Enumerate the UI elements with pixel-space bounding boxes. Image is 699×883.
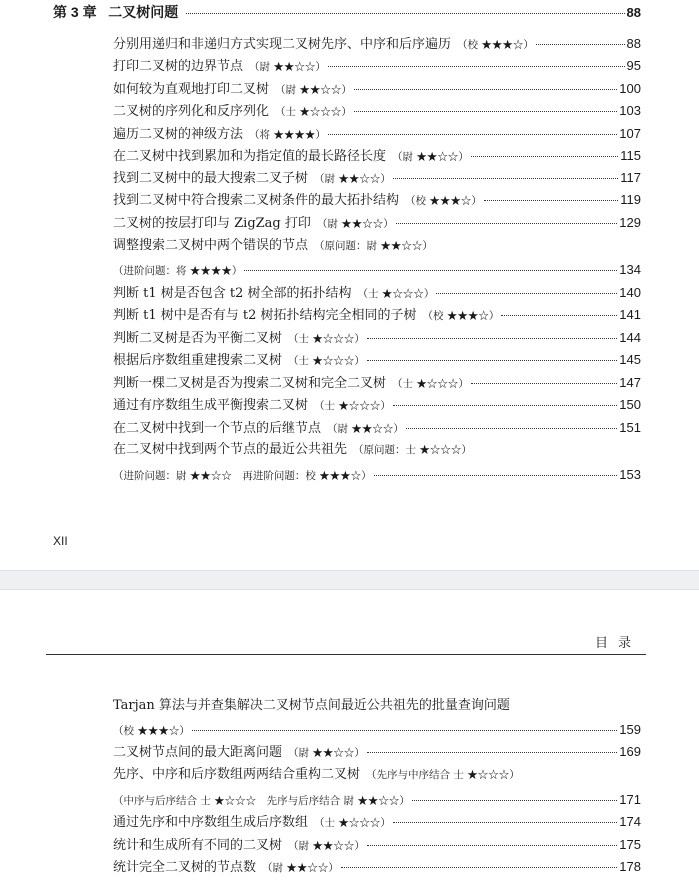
- difficulty-note: （尉 ★★☆☆）: [392, 151, 469, 163]
- dot-leader: [367, 360, 617, 361]
- entry-title: 打印二叉树的边界节点: [113, 59, 244, 74]
- toc-entry[interactable]: [113, 329, 641, 348]
- entry-title: 统计和生成所有不同的二叉树: [113, 838, 283, 853]
- difficulty-note: （原问题：士 ★☆☆☆）: [353, 444, 472, 456]
- page-number: 141: [619, 307, 641, 322]
- dot-leader: [436, 293, 617, 294]
- entry-title: 在二叉树中找到累加和为指定值的最长路径长度: [113, 149, 387, 164]
- difficulty-note: （尉 ★★☆☆）: [314, 173, 391, 185]
- difficulty-note: （原问题：尉 ★★☆☆）: [314, 240, 433, 252]
- page-number: 129: [619, 215, 641, 230]
- toc-entry-first-line[interactable]: [113, 697, 510, 714]
- difficulty-note: （进阶问题：将 ★★★★）: [113, 265, 243, 277]
- entry-title: 在二叉树中找到一个节点的后继节点: [113, 421, 322, 436]
- toc-entry[interactable]: [113, 813, 641, 832]
- entry-title: 判断一棵二叉树是否为搜索二叉树和完全二叉树: [113, 376, 387, 391]
- toc-entry[interactable]: [113, 147, 641, 166]
- entry-title: 分别用递归和非递归方式实现二叉树先序、中序和后序遍历: [113, 37, 452, 52]
- toc-entry[interactable]: [113, 125, 641, 144]
- page-number: 153: [619, 467, 641, 482]
- difficulty-note: （校 ★★★☆）: [422, 310, 500, 322]
- page-number: 159: [619, 722, 641, 737]
- toc-entry[interactable]: [113, 419, 641, 438]
- dot-leader: [328, 134, 617, 135]
- entry-title: 判断 t1 树中是否有与 t2 树拓扑结构完全相同的子树: [113, 308, 417, 323]
- entry-title: Tarjan 算法与并查集解决二叉树节点间最近公共祖先的批量查询问题: [113, 698, 510, 713]
- header-rule: [46, 654, 646, 655]
- difficulty-note: （士 ★☆☆☆）: [288, 333, 365, 345]
- entry-title: 通过有序数组生成平衡搜索二叉树: [113, 398, 309, 413]
- page-number: 119: [620, 192, 641, 207]
- page-number: 178: [619, 859, 641, 874]
- toc-entry-first-line[interactable]: [113, 766, 520, 784]
- toc-entry[interactable]: [113, 743, 641, 762]
- page-number: 117: [620, 170, 641, 185]
- dot-leader: [367, 845, 617, 846]
- toc-entry-continuation[interactable]: [113, 261, 641, 280]
- entry-title: 二叉树的按层打印与 ZigZag 打印: [113, 216, 311, 231]
- page-number: 88: [626, 36, 641, 51]
- difficulty-note: （士 ★☆☆☆）: [314, 400, 391, 412]
- difficulty-note: （尉 ★★☆☆）: [249, 61, 326, 73]
- toc-entry[interactable]: [113, 80, 641, 99]
- difficulty-note: （士 ★☆☆☆）: [288, 355, 365, 367]
- chapter-3-row[interactable]: [53, 4, 641, 21]
- page-number: 175: [619, 837, 641, 852]
- difficulty-note: （士 ★☆☆☆）: [314, 817, 391, 829]
- toc-entry-continuation[interactable]: [113, 466, 641, 485]
- dot-leader: [406, 428, 617, 429]
- difficulty-note: （进阶问题：尉 ★★☆☆ 再进阶问题：校 ★★★☆）: [113, 470, 372, 482]
- difficulty-note: （尉 ★★☆☆）: [327, 423, 404, 435]
- page-number: 144: [619, 330, 641, 345]
- page-number: 95: [626, 58, 641, 73]
- dot-leader: [186, 13, 624, 14]
- difficulty-note: （尉 ★★☆☆）: [275, 84, 352, 96]
- page-number: 88: [626, 5, 641, 20]
- difficulty-note: （尉 ★★☆☆）: [288, 747, 365, 759]
- toc-entry[interactable]: [113, 351, 641, 370]
- entry-title: 统计完全二叉树的节点数: [113, 860, 257, 875]
- dot-leader: [393, 822, 617, 823]
- dot-leader: [367, 338, 617, 339]
- entry-title: 如何较为直观地打印二叉树: [113, 82, 270, 97]
- entry-title: 遍历二叉树的神级方法: [113, 127, 244, 142]
- difficulty-note: （士 ★☆☆☆）: [392, 378, 469, 390]
- entry-title: 在二叉树中找到两个节点的最近公共祖先: [113, 442, 348, 457]
- difficulty-note: （士 ★☆☆☆）: [275, 106, 352, 118]
- entry-title: 调整搜索二叉树中两个错误的节点: [113, 238, 309, 253]
- difficulty-note: （尉 ★★☆☆）: [262, 862, 339, 874]
- toc-entry-continuation[interactable]: [113, 791, 641, 810]
- page-number: 150: [619, 397, 641, 412]
- entry-title: 二叉树节点间的最大距离问题: [113, 745, 283, 760]
- difficulty-note: （校 ★★★☆）: [113, 725, 190, 737]
- entry-title: 先序、中序和后序数组两两结合重构二叉树: [113, 767, 361, 782]
- difficulty-note: （校 ★★★☆）: [457, 39, 534, 51]
- toc-entry[interactable]: [113, 836, 641, 855]
- toc-entry-first-line[interactable]: [113, 441, 472, 459]
- toc-entry-first-line[interactable]: [113, 237, 433, 255]
- difficulty-note: （先序与中序结合 士 ★☆☆☆）: [366, 769, 520, 781]
- entry-title: 判断 t1 树是否包含 t2 树全部的拓扑结构: [113, 286, 352, 301]
- toc-entry[interactable]: [113, 35, 641, 54]
- page-number: 171: [619, 792, 641, 807]
- toc-entry[interactable]: [113, 306, 641, 325]
- entry-title: 通过先序和中序数组生成后序数组: [113, 815, 309, 830]
- difficulty-note: （尉 ★★☆☆）: [288, 840, 365, 852]
- toc-entry[interactable]: [113, 57, 641, 76]
- dot-leader: [354, 111, 617, 112]
- toc-entry[interactable]: [113, 396, 641, 415]
- entry-title: 判断二叉树是否为平衡二叉树: [113, 331, 283, 346]
- dot-leader: [396, 223, 618, 224]
- dot-leader: [412, 800, 617, 801]
- dot-leader: [367, 752, 617, 753]
- entry-title: 找到二叉树中的最大搜索二叉子树: [113, 171, 309, 186]
- dot-leader: [374, 475, 618, 476]
- entry-title: 二叉树的序列化和反序列化: [113, 104, 270, 119]
- page-number: 107: [619, 126, 641, 141]
- toc-entry-continuation[interactable]: [113, 721, 641, 740]
- page-number: 174: [619, 814, 641, 829]
- dot-leader: [192, 730, 617, 731]
- page-number: 134: [619, 262, 641, 277]
- page-number: 140: [619, 285, 641, 300]
- running-header: 目录: [594, 636, 641, 651]
- page-folio: XII: [53, 534, 68, 548]
- toc-entry[interactable]: [113, 858, 641, 877]
- page-number: 151: [619, 420, 641, 435]
- entry-title: 找到二叉树中符合搜索二叉树条件的最大拓扑结构: [113, 193, 400, 208]
- dot-leader: [536, 44, 625, 45]
- toc-entry[interactable]: [113, 191, 641, 210]
- toc-entry[interactable]: [113, 214, 641, 233]
- dot-leader: [393, 405, 617, 406]
- page-number: 145: [619, 352, 641, 367]
- toc-entry[interactable]: [113, 284, 641, 303]
- toc-entry[interactable]: [113, 102, 641, 121]
- page-separator: [0, 570, 699, 590]
- difficulty-note: （尉 ★★☆☆）: [316, 218, 394, 230]
- entry-title: 根据后序数组重建搜索二叉树: [113, 353, 283, 368]
- dot-leader: [244, 270, 617, 271]
- chapter-label: 第 3 章 二叉树问题: [53, 4, 179, 20]
- difficulty-note: （将 ★★★★）: [249, 129, 326, 141]
- page-number: 115: [620, 148, 641, 163]
- toc-entry[interactable]: [113, 374, 641, 393]
- dot-leader: [471, 383, 617, 384]
- dot-leader: [328, 66, 625, 67]
- dot-leader: [354, 89, 617, 90]
- page-number: 147: [619, 375, 641, 390]
- dot-leader: [393, 178, 618, 179]
- page-number: 103: [619, 103, 641, 118]
- difficulty-note: （校 ★★★☆）: [405, 195, 482, 207]
- difficulty-note: （中序与后序结合 士 ★☆☆☆ 先序与后序结合 尉 ★★☆☆）: [113, 795, 410, 807]
- dot-leader: [501, 315, 617, 316]
- page-number: 169: [619, 744, 641, 759]
- dot-leader: [471, 156, 618, 157]
- dot-leader: [341, 867, 617, 868]
- toc-entry[interactable]: [113, 169, 641, 188]
- page-number: 100: [619, 81, 641, 96]
- difficulty-note: （士 ★☆☆☆）: [357, 288, 435, 300]
- dot-leader: [484, 200, 618, 201]
